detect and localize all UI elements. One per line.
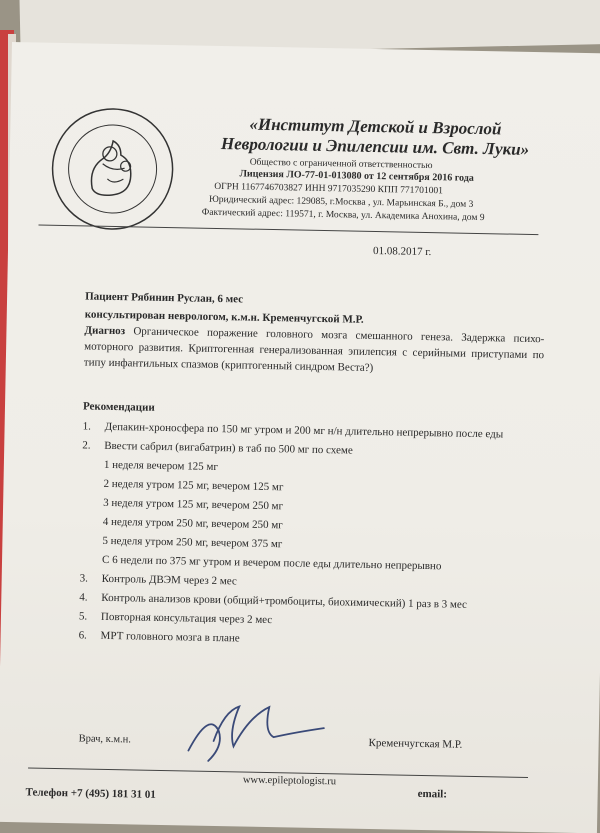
license-line: Лицензия ЛО-77-01-013080 от 12 сентября 2016 года <box>239 168 474 184</box>
email-label: email: <box>417 787 448 801</box>
document-date: 01.08.2017 г. <box>372 244 432 259</box>
institute-title-line1: «Институт Детской и Взрослой <box>249 114 502 139</box>
recommendations-list <box>78 418 552 655</box>
list-item: 4 неделя утром 250 мг, вечером 250 мг <box>102 515 283 532</box>
list-item: 6. МРТ головного мозга в плане <box>78 629 240 645</box>
actual-address: Фактический адрес: 119571, г. Москва, ул. Академика Анохина, дом 9 <box>201 207 485 224</box>
list-item: 2. Ввести сабрил (вигабатрин) в таб по 500 мг по схеме <box>82 439 353 457</box>
list-item: 3. Контроль ДВЭМ через 2 мес <box>79 572 237 588</box>
list-item: 2 неделя утром 125 мг, вечером 125 мг <box>103 477 284 494</box>
diagnosis-label: Диагноз <box>84 324 126 338</box>
list-item: 1. Депакин-хроносфера по 150 мг утром и 200 мг н/н длительно непрерывно после еды <box>82 420 504 441</box>
list-item: С 6 недели по 375 мг утром и вечером после еды длительно непрерывно <box>101 553 442 573</box>
website-link[interactable]: www.epileptologist.ru <box>242 774 337 788</box>
institute-title-line2: Неврологии и Эпилепсии им. Свт. Луки» <box>220 134 530 159</box>
legal-address: Юридический адрес: 129085, г.Москва , ул. Марьинская Б., дом 3 <box>208 194 474 210</box>
list-item: 5. Повторная консультация через 2 мес <box>78 610 273 627</box>
phone-number: Телефон +7 (495) 181 31 01 <box>25 786 156 801</box>
recommendations-heading: Рекомендации <box>82 400 155 414</box>
doctor-label: Врач, к.м.н. <box>78 733 131 746</box>
diagnosis-text: Органическое поражение головного мозга смешанного генеза. Задержка психо-моторного развития. Криптогенная генерализованная эпилепсия с серийными приступами по типу инфантильных спазмов (криптогенный синдром Веста?) <box>83 325 545 374</box>
patient-line: Пациент Рябинин Руслан, 6 мес <box>85 290 244 306</box>
list-item: 4. Контроль анализов крови (общий+тромбоциты, биохимический) 1 раз в 3 мес <box>79 591 468 611</box>
registration-line: ОГРН 1167746703827 ИНН 9717035290 КПП 771701001 <box>214 181 443 197</box>
list-item: 1 неделя вечером 125 мг <box>103 458 219 474</box>
doctor-signature <box>178 690 330 773</box>
diagnosis-block <box>84 322 545 379</box>
consulted-by-line: консультирован неврологом, к.м.н. Кременчугской М.Р. <box>84 308 364 326</box>
org-type: Общество с ограниченной ответственностью <box>249 157 433 172</box>
institute-logo-seal <box>46 103 178 235</box>
list-item: 3 неделя утром 125 мг, вечером 250 мг <box>103 496 284 513</box>
institute-title <box>210 114 541 160</box>
doctor-name: Кременчугская М.Р. <box>368 736 463 751</box>
list-item: 5 неделя утром 250 мг, вечером 375 мг <box>102 534 283 551</box>
document-page <box>0 42 600 833</box>
